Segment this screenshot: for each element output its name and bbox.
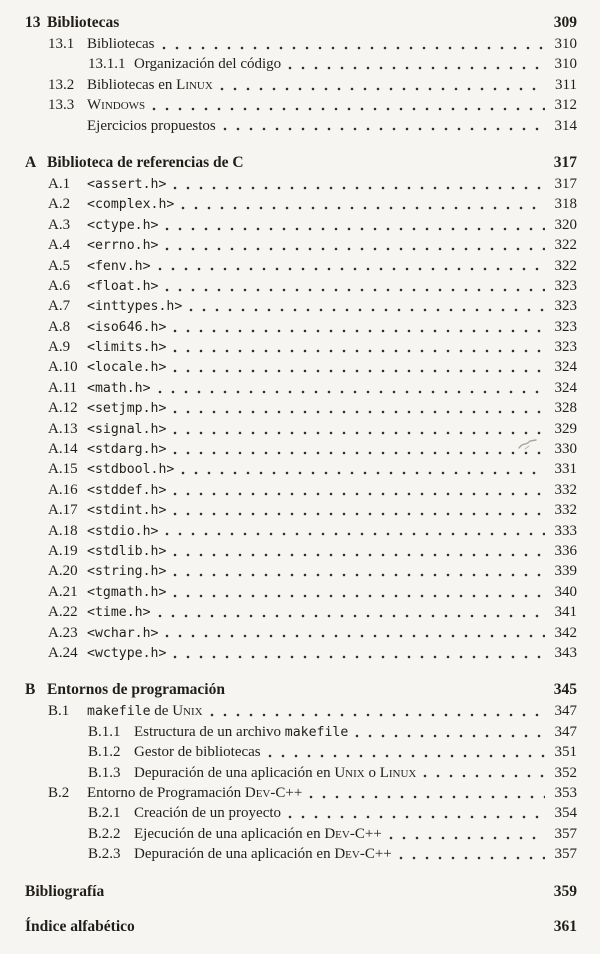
dot-leader <box>158 614 545 618</box>
toc-entry-row <box>25 459 577 479</box>
entry-label-part: Unix <box>334 764 365 781</box>
dot-leader <box>173 451 545 455</box>
entry-page-number: 354 <box>554 805 577 822</box>
entry-label-part: Unix <box>172 703 203 720</box>
dot-leader <box>173 655 545 659</box>
entry-label <box>87 215 158 236</box>
entry-label-part: Depuración de una aplicación en <box>134 846 335 863</box>
entry-label-part: Windows <box>87 97 146 114</box>
entry-label-part: <math.h> <box>87 380 151 396</box>
toc-entry-row <box>25 75 577 95</box>
entry-label <box>87 439 166 460</box>
entry-page-number: 328 <box>554 400 577 417</box>
backmatter-page-number: 361 <box>553 918 577 936</box>
dot-leader <box>355 734 545 738</box>
entry-number: B.2.2 <box>88 825 121 842</box>
toc-entry-row <box>25 95 577 115</box>
entry-label-part: Linux <box>176 76 213 93</box>
toc-entry-row <box>25 276 577 296</box>
entry-page-number: 357 <box>554 846 577 863</box>
toc-entry-row <box>25 602 577 622</box>
dot-leader <box>173 492 545 496</box>
toc-entry-row <box>25 582 577 602</box>
entry-page-number: 352 <box>554 764 577 781</box>
entry-number: A.4 <box>48 237 71 254</box>
entry-label <box>87 95 145 115</box>
toc-entry-row <box>25 34 577 54</box>
dot-leader <box>389 836 545 840</box>
entry-label-part: <time.h> <box>87 605 151 621</box>
dot-leader <box>173 329 545 333</box>
entry-page-number: 312 <box>554 97 577 114</box>
entry-label <box>87 623 158 644</box>
entry-number: A.7 <box>48 298 71 315</box>
dot-leader <box>189 308 545 312</box>
entry-page-number: 323 <box>554 339 577 356</box>
dot-leader <box>220 87 545 91</box>
dot-leader <box>173 369 545 373</box>
toc-entry-row <box>25 317 577 337</box>
entry-page-number: 332 <box>554 481 577 498</box>
entry-label-part: <signal.h> <box>87 421 167 437</box>
entry-number: A.16 <box>48 481 78 498</box>
entry-number: B.2 <box>48 784 70 801</box>
entry-label-part: <inttypes.h> <box>87 299 183 315</box>
entry-label-part: Estructura de un archivo <box>134 723 285 740</box>
entry-label-part: Organización del código <box>134 56 282 73</box>
toc-entry-row <box>25 623 577 643</box>
entry-number: B.2.3 <box>88 846 121 863</box>
entry-label <box>87 174 166 195</box>
entry-label <box>87 116 216 136</box>
entry-label-part: makefile <box>284 724 349 740</box>
entry-label <box>87 480 166 501</box>
entry-number: A.22 <box>48 604 78 621</box>
entry-number: A.14 <box>48 441 78 458</box>
dot-leader <box>399 856 545 860</box>
entry-label-part: <wchar.h> <box>87 625 159 641</box>
toc-entry-row <box>25 215 577 235</box>
entry-label <box>87 561 166 582</box>
backmatter-title: Índice alfabético <box>25 918 135 936</box>
entry-page-number: 351 <box>554 744 577 761</box>
toc-entry-row <box>25 783 577 803</box>
entry-label-part: <fenv.h> <box>87 258 151 274</box>
entry-label-part: <limits.h> <box>87 340 167 356</box>
entry-label-part: <stdlib.h> <box>87 543 167 559</box>
entry-number: 13.1 <box>48 36 75 52</box>
entry-page-number: 339 <box>554 563 577 580</box>
entry-label-part: Entorno de Programación <box>87 784 245 801</box>
dot-leader <box>181 206 545 210</box>
entry-label-part: Ejecución de una aplicación en <box>134 825 325 842</box>
entry-number: A.10 <box>48 359 78 376</box>
toc-entry-row <box>25 643 577 663</box>
entry-label <box>134 844 392 864</box>
toc-section <box>25 153 577 663</box>
backmatter-title: Bibliografía <box>25 883 105 901</box>
entry-label <box>134 54 281 74</box>
entry-page-number: 324 <box>554 359 577 376</box>
entry-label-part: Gestor de bibliotecas <box>134 744 261 761</box>
toc-chapter-row <box>25 153 577 174</box>
entry-label <box>87 276 158 297</box>
entry-page-number: 343 <box>554 644 577 661</box>
dot-leader <box>173 512 545 516</box>
entry-page-number: 336 <box>554 542 577 559</box>
entry-page-number: 318 <box>554 196 577 213</box>
entry-label-part: Dev-C++ <box>244 784 303 801</box>
dot-leader <box>162 46 546 50</box>
entry-label <box>87 541 166 562</box>
entry-label <box>87 701 203 722</box>
toc-entry-row <box>25 701 577 721</box>
entry-label <box>87 378 151 399</box>
dot-leader <box>288 815 545 819</box>
entry-label <box>87 398 166 419</box>
entry-label <box>87 459 174 480</box>
chapter-number: 13 <box>25 14 41 31</box>
chapter-number: A <box>25 153 37 171</box>
entry-label-part: <wctype.h> <box>87 645 167 661</box>
toc-entry-row <box>25 803 577 823</box>
entry-page-number: 322 <box>554 237 577 254</box>
entry-page-number: 332 <box>554 502 577 519</box>
entry-page-number: 323 <box>554 277 577 294</box>
entry-number: A.13 <box>48 420 78 437</box>
toc-chapter-row <box>25 13 577 34</box>
dot-leader <box>173 431 545 435</box>
entry-label-part: makefile <box>87 704 151 720</box>
entry-number: B.1.2 <box>88 744 121 761</box>
chapter-title: Bibliotecas <box>47 14 120 31</box>
entry-number: A.21 <box>48 583 78 600</box>
entry-number: A.17 <box>48 502 78 519</box>
entry-number: A.12 <box>48 400 78 417</box>
dot-leader <box>173 594 545 598</box>
toc-entry-row <box>25 480 577 500</box>
entry-number: A.11 <box>48 379 78 396</box>
entry-number: B.2.1 <box>88 805 121 822</box>
dot-leader <box>165 288 545 292</box>
dot-leader <box>152 107 545 111</box>
toc-entry-row <box>25 296 577 316</box>
toc-entry-row <box>25 419 577 439</box>
dot-leader <box>181 471 545 475</box>
toc-entry-row <box>25 824 577 844</box>
entry-label <box>87 194 174 215</box>
entry-label <box>87 521 158 542</box>
entry-number: A.20 <box>48 563 78 580</box>
dot-leader <box>158 390 545 394</box>
entry-label-part: o <box>364 764 380 781</box>
entry-number: B.1.1 <box>88 723 121 740</box>
entry-label <box>87 357 166 378</box>
entry-number: A.2 <box>48 196 71 213</box>
entry-page-number: 322 <box>554 257 577 274</box>
dot-leader <box>210 713 545 717</box>
entry-label <box>87 783 302 803</box>
entry-label <box>87 235 158 256</box>
toc-entry-row <box>25 561 577 581</box>
toc-entry-row <box>25 54 577 74</box>
entry-label-part: de <box>150 703 173 720</box>
entry-label-part: Bibliotecas en <box>87 76 177 93</box>
entry-label-part: <iso646.h> <box>87 319 167 335</box>
entry-page-number: 342 <box>554 624 577 641</box>
entry-label <box>134 824 382 844</box>
entry-label-part: Ejercicios propuestos <box>87 117 216 134</box>
entry-number: A.5 <box>48 257 71 274</box>
entry-number: A.8 <box>48 318 71 335</box>
entry-label <box>87 419 166 440</box>
entry-label-part: Dev-C++ <box>334 846 392 863</box>
entry-page-number: 317 <box>554 175 577 192</box>
entry-page-number: 324 <box>554 379 577 396</box>
entry-number: A.3 <box>48 216 71 233</box>
entry-label <box>87 296 182 317</box>
dot-leader <box>288 66 545 70</box>
dot-leader <box>165 634 545 638</box>
entry-label <box>87 75 213 95</box>
entry-label-part: <stddef.h> <box>87 482 167 498</box>
entry-page-number: 320 <box>554 216 577 233</box>
toc-backmatter-row <box>25 882 577 903</box>
toc-entry-row <box>25 742 577 762</box>
toc-entry-row <box>25 116 577 136</box>
entry-page-number: 347 <box>554 703 577 720</box>
entry-page-number: 330 <box>554 441 577 458</box>
entry-label-part: <locale.h> <box>87 360 167 376</box>
dot-leader <box>173 553 545 557</box>
toc-entry-row <box>25 722 577 742</box>
entry-label-part: <ctype.h> <box>87 217 159 233</box>
entry-label-part: <stdarg.h> <box>87 442 167 458</box>
entry-number: 13.3 <box>48 97 75 114</box>
entry-label-part: <string.h> <box>87 564 167 580</box>
entry-label <box>134 742 261 762</box>
dot-leader <box>173 349 545 353</box>
entry-label <box>87 602 151 623</box>
entry-label <box>134 722 348 743</box>
dot-leader <box>309 795 545 799</box>
entry-label <box>87 256 151 277</box>
entry-page-number: 347 <box>554 723 577 740</box>
entry-label-part: <tgmath.h> <box>87 584 167 600</box>
entry-label-part: <stdbool.h> <box>87 462 175 478</box>
entry-number: A.15 <box>48 461 78 478</box>
entry-label <box>134 763 416 783</box>
dot-leader <box>173 410 545 414</box>
entry-label-part: <stdint.h> <box>87 503 167 519</box>
entry-label-part: <complex.h> <box>87 197 175 213</box>
toc-section <box>25 13 577 136</box>
chapter-number: B <box>25 681 36 699</box>
entry-label-part: Bibliotecas <box>87 36 155 52</box>
entry-number: 13.2 <box>48 76 75 93</box>
chapter-page-number: 309 <box>553 14 577 31</box>
toc-entry-row <box>25 357 577 377</box>
entry-label-part: Depuración de una aplicación en <box>134 764 335 781</box>
toc-entry-row <box>25 235 577 255</box>
entry-page-number: 310 <box>554 56 577 73</box>
entry-page-number: 341 <box>554 604 577 621</box>
toc-entry-row <box>25 378 577 398</box>
entry-page-number: 323 <box>554 298 577 315</box>
entry-label <box>87 582 166 603</box>
entry-label-part: <stdio.h> <box>87 523 159 539</box>
dot-leader <box>165 532 545 536</box>
entry-number: 13.1.1 <box>88 56 126 73</box>
dot-leader <box>165 247 545 251</box>
dot-leader <box>423 774 545 778</box>
entry-label <box>87 337 166 358</box>
entry-number: A.24 <box>48 644 78 661</box>
chapter-title: Biblioteca de referencias de C <box>47 153 244 171</box>
entry-label-part: <errno.h> <box>87 238 159 254</box>
entry-label <box>87 500 166 521</box>
entry-label <box>134 803 281 823</box>
entry-number: A.6 <box>48 277 71 294</box>
chapter-page-number: 345 <box>553 681 577 699</box>
toc-entry-row <box>25 844 577 864</box>
chapter-title: Entornos de programación <box>47 681 225 699</box>
dot-leader <box>223 127 545 131</box>
entry-number: A.23 <box>48 624 78 641</box>
entry-label-part: Creación de un proyecto <box>134 805 282 822</box>
toc-entry-row <box>25 398 577 418</box>
entry-label <box>87 643 166 664</box>
toc-entry-row <box>25 174 577 194</box>
entry-number: A.18 <box>48 522 78 539</box>
toc-entry-row <box>25 500 577 520</box>
entry-page-number: 323 <box>554 318 577 335</box>
chapter-page-number: 317 <box>553 153 577 171</box>
toc-entry-row <box>25 337 577 357</box>
entry-page-number: 311 <box>555 76 577 93</box>
entry-page-number: 340 <box>554 583 577 600</box>
dot-leader <box>268 754 545 758</box>
toc-entry-row <box>25 521 577 541</box>
entry-page-number: 331 <box>554 461 577 478</box>
table-of-contents <box>25 13 577 938</box>
entry-number: A.19 <box>48 542 78 559</box>
entry-page-number: 333 <box>554 522 577 539</box>
dot-leader <box>173 186 545 190</box>
entry-number: A.9 <box>48 339 71 356</box>
toc-entry-row <box>25 439 577 459</box>
entry-number: B.1.3 <box>88 764 121 781</box>
entry-label-part: Linux <box>379 764 417 781</box>
toc-chapter-row <box>25 680 577 701</box>
entry-label-part: Dev-C++ <box>324 825 382 842</box>
entry-page-number: 329 <box>554 420 577 437</box>
entry-number: B.1 <box>48 703 70 720</box>
dot-leader <box>173 573 545 577</box>
toc-entry-row <box>25 194 577 214</box>
toc-backmatter-row <box>25 917 577 938</box>
entry-label-part: <float.h> <box>87 278 159 294</box>
entry-page-number: 357 <box>554 825 577 842</box>
entry-label <box>87 34 155 54</box>
entry-page-number: 310 <box>554 36 577 52</box>
entry-label-part: <assert.h> <box>87 176 167 192</box>
pencil-mark-artifact <box>517 437 539 452</box>
entry-number: A.1 <box>48 175 71 192</box>
backmatter-page-number: 359 <box>553 883 577 901</box>
dot-leader <box>158 267 545 271</box>
entry-label-part: <setjmp.h> <box>87 401 167 417</box>
toc-section <box>25 680 577 864</box>
entry-label <box>87 317 166 338</box>
toc-entry-row <box>25 256 577 276</box>
dot-leader <box>165 227 545 231</box>
entry-page-number: 314 <box>554 117 577 134</box>
toc-entry-row <box>25 763 577 783</box>
toc-entry-row <box>25 541 577 561</box>
entry-page-number: 353 <box>554 784 577 801</box>
